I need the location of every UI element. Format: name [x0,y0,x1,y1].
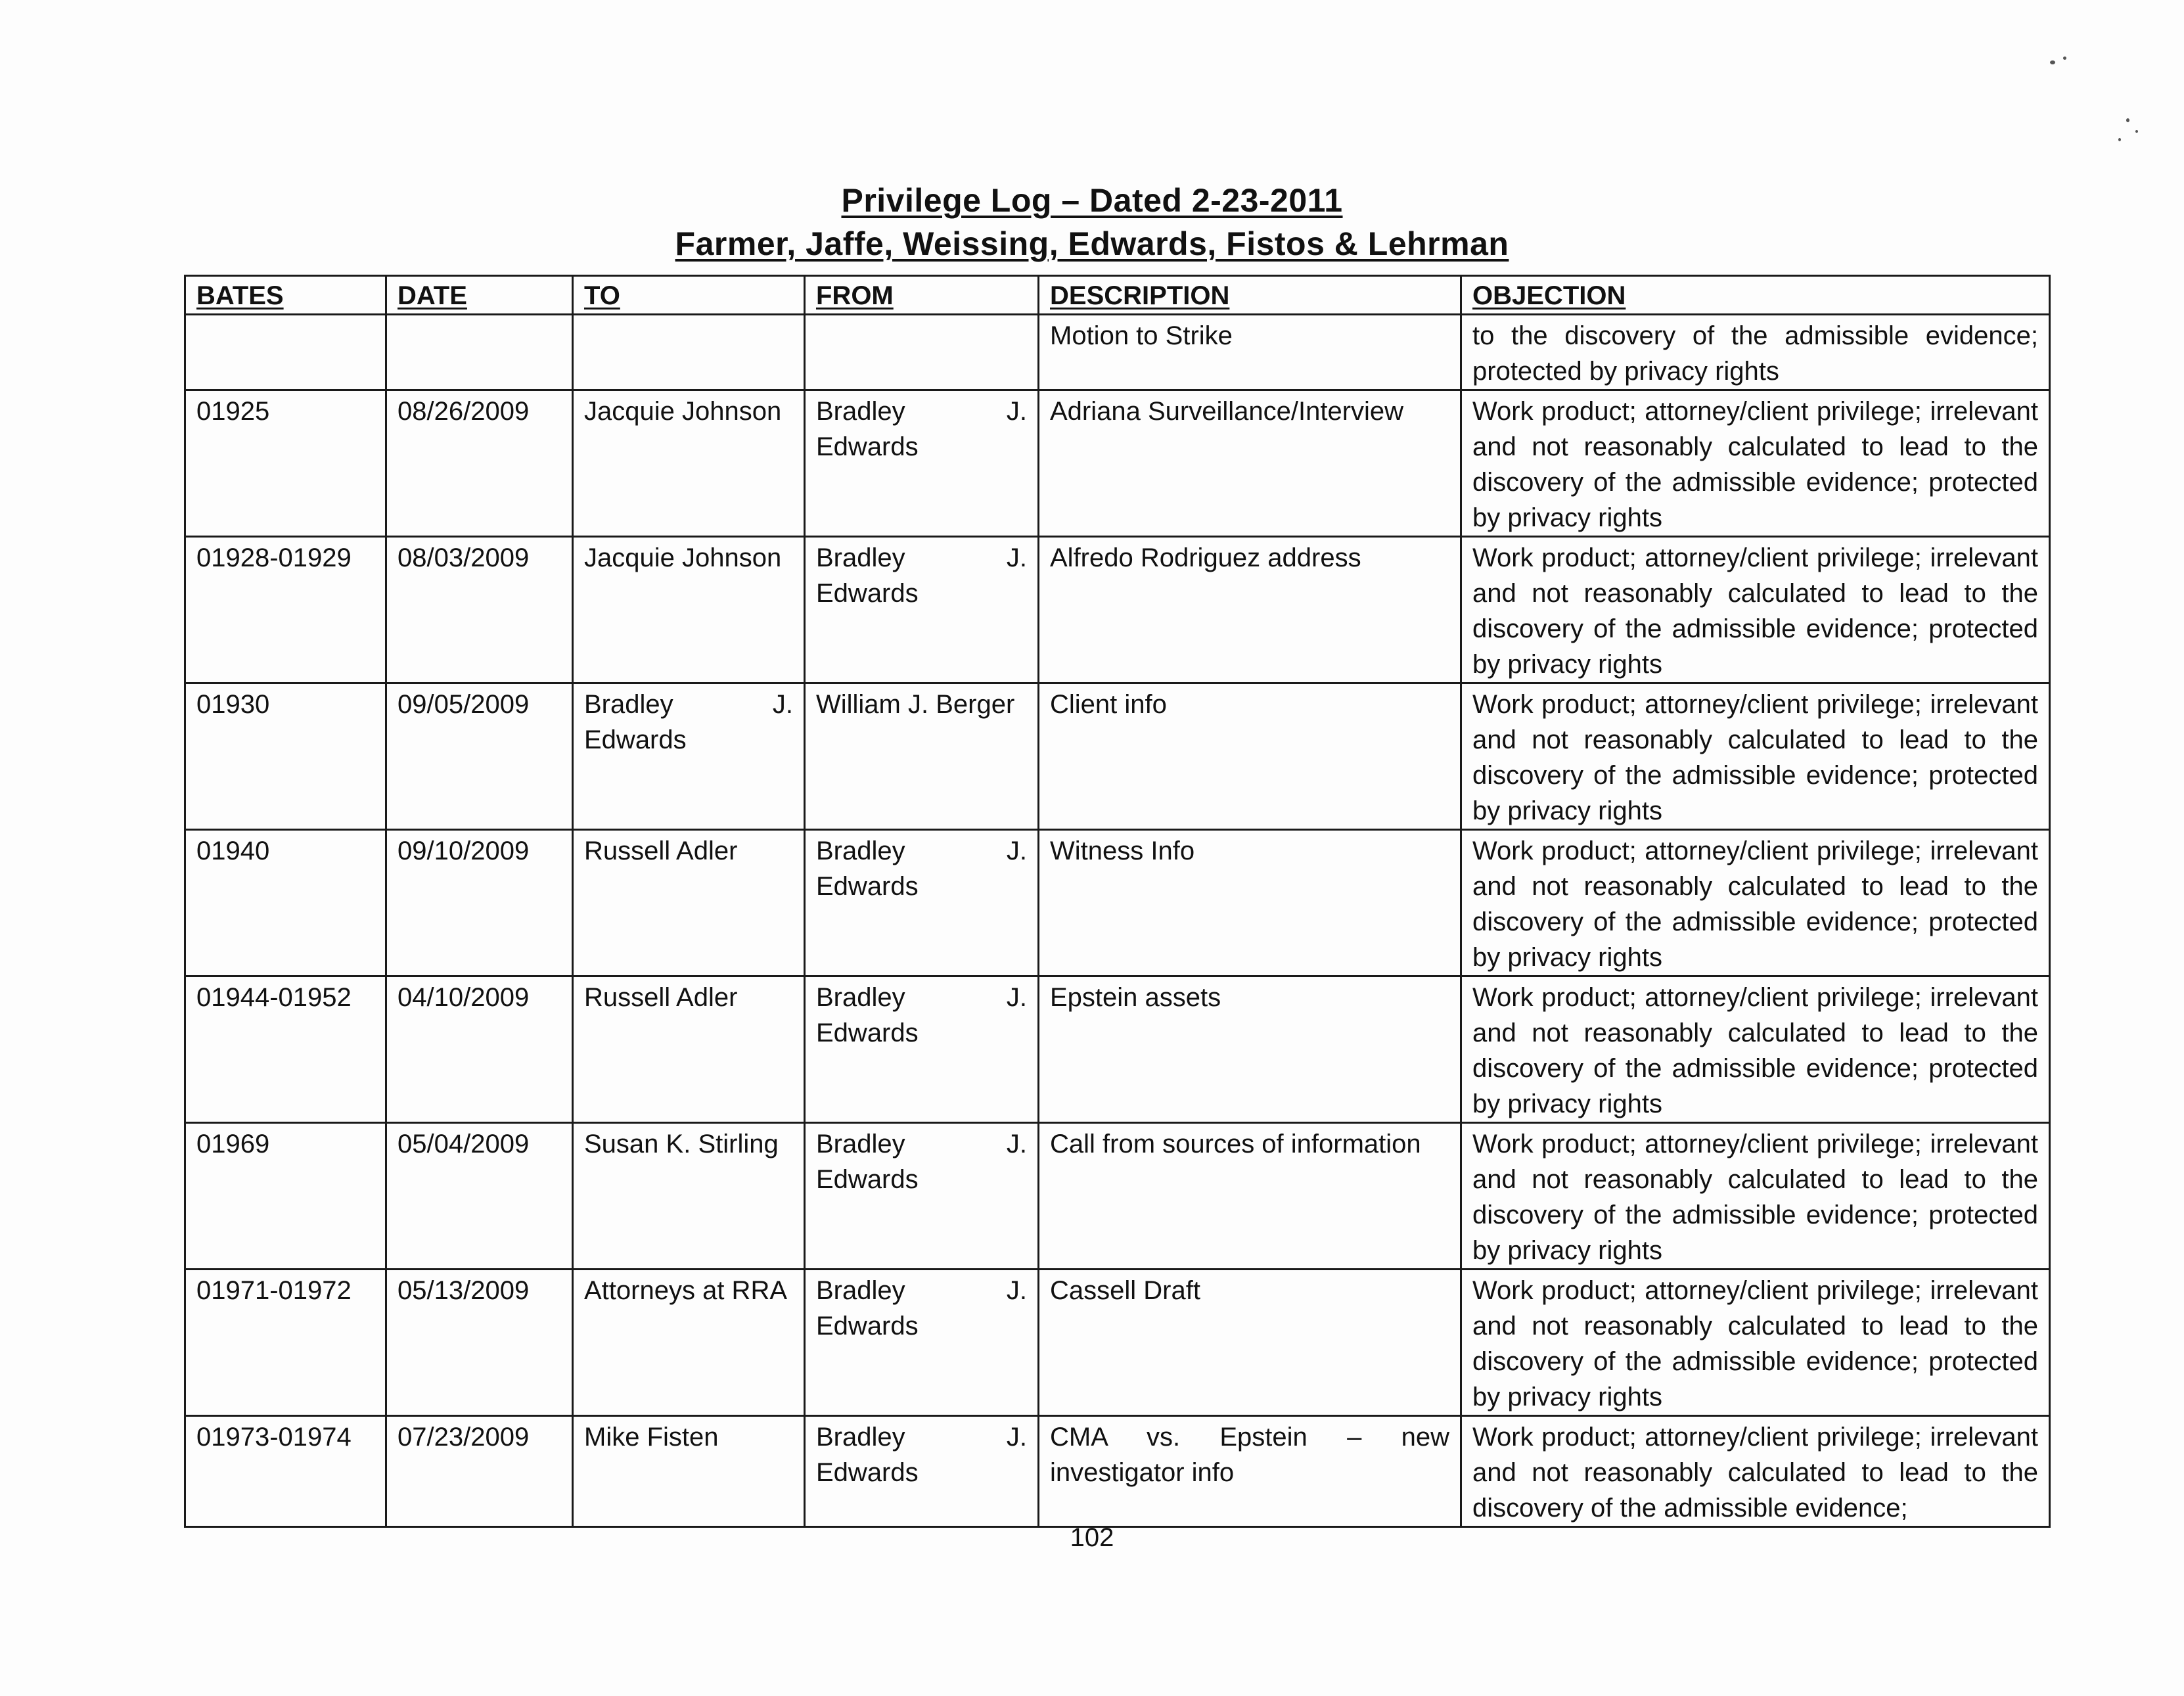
cell-objection: to the discovery of the admissible evidence; protected by privacy rights [1461,315,2050,390]
scan-speck [2063,57,2066,60]
cell-bates: 01969 [185,1123,386,1270]
cell-bates: 01971-01972 [185,1270,386,1416]
cell-from: Bradley J. Edwards [805,537,1039,683]
table-header-row [185,276,2050,315]
cell-to: Jacquie Johnson [573,390,805,537]
cell-to: Susan K. Stirling [573,1123,805,1270]
cell-description: CMA vs. Epstein – new investigator info [1039,1416,1461,1527]
cell-description: Alfredo Rodriguez address [1039,537,1461,683]
table-row [185,1123,2050,1270]
cell-description: Cassell Draft [1039,1270,1461,1416]
title-line-2-text: Farmer, Jaffe, Weissing, Edwards, Fistos & Lehrman [675,225,1509,262]
cell-objection: Work product; attorney/client privilege; irrelevant and not reasonably calculated to lead to the discovery of the admissible evidence; protected by privacy rights [1461,976,2050,1123]
cell-date: 05/04/2009 [386,1123,573,1270]
cell-objection: Work product; attorney/client privilege; irrelevant and not reasonably calculated to lead to the discovery of the admissible evidence; protected by privacy rights [1461,830,2050,976]
header-bates: BATES [185,276,386,315]
cell-from: William J. Berger [805,683,1039,830]
cell-to: Jacquie Johnson [573,537,805,683]
cell-description: Witness Info [1039,830,1461,976]
cell-from: Bradley J. Edwards [805,976,1039,1123]
privilege-log-table [184,275,2051,1528]
page-number: 102 [1070,1523,1114,1552]
cell-objection: Work product; attorney/client privilege; irrelevant and not reasonably calculated to lead to the discovery of the admissible evidence; protected by privacy rights [1461,1270,2050,1416]
cell-bates: 01944-01952 [185,976,386,1123]
cell-objection: Work product; attorney/client privilege; irrelevant and not reasonably calculated to lead to the discovery of the admissible evidence; protected by privacy rights [1461,390,2050,537]
cell-bates: 01940 [185,830,386,976]
cell-from: Bradley J. Edwards [805,1416,1039,1527]
cell-bates: 01973-01974 [185,1416,386,1527]
cell-objection: Work product; attorney/client privilege; irrelevant and not reasonably calculated to lead to the discovery of the admissible evidence; protected by privacy rights [1461,683,2050,830]
cell-description: Epstein assets [1039,976,1461,1123]
cell-from: Bradley J. Edwards [805,830,1039,976]
cell-date: 09/10/2009 [386,830,573,976]
cell-date [386,315,573,390]
cell-to: Mike Fisten [573,1416,805,1527]
cell-from: Bradley J. Edwards [805,1270,1039,1416]
cell-from: Bradley J. Edwards [805,390,1039,537]
cell-bates: 01925 [185,390,386,537]
scan-speck [2126,118,2129,122]
table-row [185,830,2050,976]
cell-date: 05/13/2009 [386,1270,573,1416]
header-from: FROM [805,276,1039,315]
cell-to: Attorneys at RRA [573,1270,805,1416]
header-objection: OBJECTION [1461,276,2050,315]
cell-description: Motion to Strike [1039,315,1461,390]
scan-speck [2135,130,2138,133]
cell-date: 04/10/2009 [386,976,573,1123]
cell-from [805,315,1039,390]
cell-bates: 01928-01929 [185,537,386,683]
cell-date: 08/03/2009 [386,537,573,683]
cell-to: Russell Adler [573,976,805,1123]
cell-bates: 01930 [185,683,386,830]
title-line-1-text: Privilege Log – Dated 2-23-2011 [841,182,1343,219]
cell-objection: Work product; attorney/client privilege; irrelevant and not reasonably calculated to lead to the discovery of the admissible evidence; protected by privacy rights [1461,537,2050,683]
table-row [185,683,2050,830]
table-row [185,1270,2050,1416]
cell-objection: Work product; attorney/client privilege; irrelevant and not reasonably calculated to lead to the discovery of the admissible evidence; protected by privacy rights [1461,1123,2050,1270]
header-description: DESCRIPTION [1039,276,1461,315]
table-row [185,315,2050,390]
cell-description: Adriana Surveillance/Interview [1039,390,1461,537]
title-line-2 [0,225,2184,263]
cell-objection: Work product; attorney/client privilege; irrelevant and not reasonably calculated to lead to the discovery of the admissible evidence; [1461,1416,2050,1527]
cell-date: 09/05/2009 [386,683,573,830]
cell-description: Client info [1039,683,1461,830]
cell-to: Russell Adler [573,830,805,976]
table-row [185,976,2050,1123]
cell-from: Bradley J. Edwards [805,1123,1039,1270]
cell-bates [185,315,386,390]
table-row [185,390,2050,537]
cell-description: Call from sources of information [1039,1123,1461,1270]
cell-to: Bradley J. Edwards [573,683,805,830]
title-line-1 [0,181,2184,219]
header-to: TO [573,276,805,315]
scan-speck [2118,138,2121,141]
cell-date: 07/23/2009 [386,1416,573,1527]
header-date: DATE [386,276,573,315]
scan-speck [2050,60,2055,64]
table-row [185,1416,2050,1527]
cell-to [573,315,805,390]
table-row [185,537,2050,683]
cell-date: 08/26/2009 [386,390,573,537]
